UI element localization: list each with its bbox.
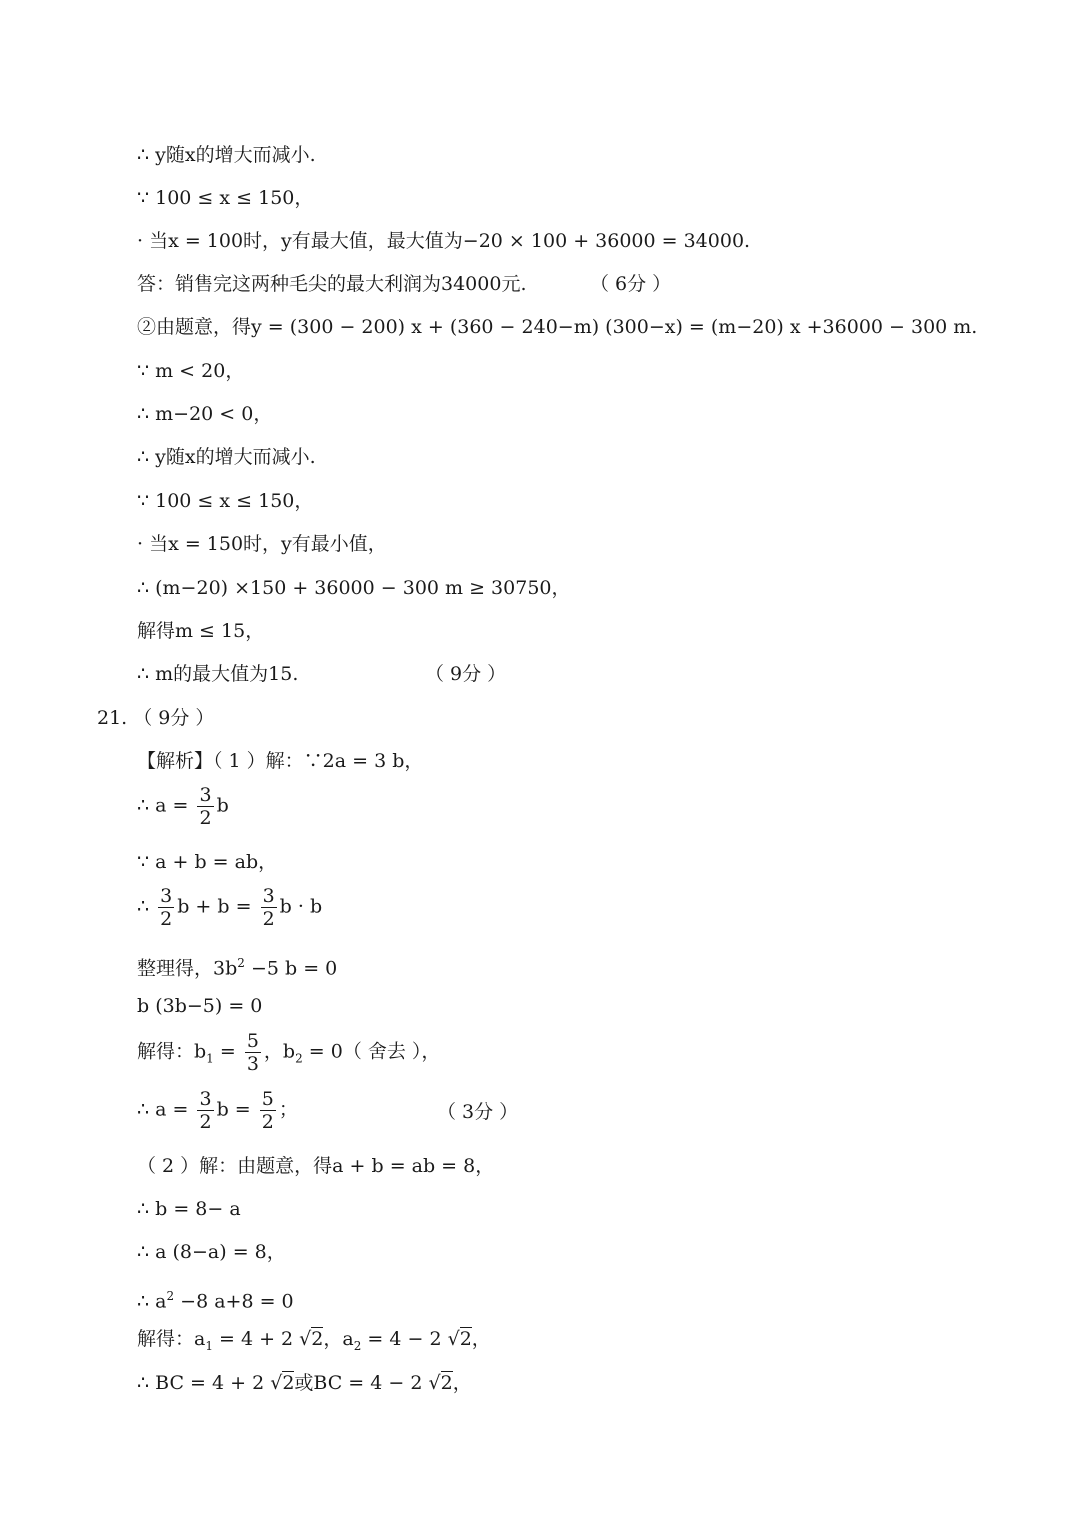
radicand: 2 xyxy=(440,1372,453,1394)
formula-line: ∴ $\frac{3}{2}$ b + b = $\frac{3}{2}$ b · b xyxy=(137,885,323,930)
score-tag: （ 6分 ） xyxy=(590,273,672,295)
fraction: $\frac{3}{2}$ xyxy=(199,1088,212,1133)
fraction: $\frac{3}{2}$ xyxy=(160,885,173,930)
fraction: $\frac{3}{2}$ xyxy=(262,885,275,930)
text-line: ∵ m < 20， xyxy=(137,360,245,382)
text-line: ∴ (m−20) ×150 + 36000 − 300 m ≥ 30750， xyxy=(137,577,571,599)
text-line: ∴ y随x的增大而减小. xyxy=(137,144,316,166)
text-line: ∴ m−20 < 0， xyxy=(137,403,273,425)
score-tag: （ 9分 ） xyxy=(425,663,507,685)
text-line: b (3b−5) = 0 xyxy=(137,995,263,1017)
formula-line: 解得：$a_1 = 4 + 2$ √2，$a_2 = 4 - 2$ √2， xyxy=(137,1328,491,1353)
text-line: ②由题意，得y = (300 − 200) x + (360 − 240−m) (300−x) = (m−20) x +36000 − 300 m. xyxy=(137,316,978,338)
fraction: $\frac{3}{2}$ xyxy=(199,784,212,829)
formula-line: ∴ $a^2 -8$ a+8 = 0 xyxy=(137,1289,294,1313)
text-line: 解得m ≤ 15， xyxy=(137,620,265,642)
fraction: $\frac{5}{3}$ xyxy=(246,1030,259,1075)
formula-line: ∴ a = $\frac{3}{2}$ b = $\frac{5}{2}$ ； xyxy=(137,1088,298,1133)
formula-line: 整理得，$3b^2 -5$ b = 0 xyxy=(137,956,338,980)
fraction: $\frac{5}{2}$ xyxy=(261,1088,274,1133)
text-line: ∴ y随x的增大而减小. xyxy=(137,446,316,468)
radicand: 2 xyxy=(311,1328,324,1350)
score-tag: （ 3分 ） xyxy=(437,1101,519,1123)
radicand: 2 xyxy=(282,1372,295,1394)
formula-line: 解得：$b_1$ = $\frac{5}{3}$ ，$b_2 = 0$（ 舍去 ）， xyxy=(137,1030,441,1075)
question-number: 21. （ 9分 ） xyxy=(97,707,215,729)
formula-line: ∴ BC = 4 + 2 √2或BC = 4 − 2 √2， xyxy=(137,1372,472,1394)
text-line: · 当x = 150时，y有最小值， xyxy=(137,533,387,555)
text-line: ∵ 100 ≤ x ≤ 150， xyxy=(137,490,314,512)
text-line: ∵ a + b = ab， xyxy=(137,851,278,873)
text-line: ∴ b = 8− a xyxy=(137,1198,241,1220)
text-line: ∵ 100 ≤ x ≤ 150， xyxy=(137,187,314,209)
text-line: （ 2 ）解：由题意，得a + b = ab = 8， xyxy=(137,1155,495,1177)
text-line: 答：销售完这两种毛尖的最大利润为34000元. xyxy=(137,273,527,295)
formula-line: ∴ a = $\frac{3}{2}$ b xyxy=(137,784,229,829)
text-line: 【解析】（ 1 ）解：∵2a = 3 b， xyxy=(137,750,424,772)
radicand: 2 xyxy=(459,1328,472,1350)
text-line: ∴ a (8−a) = 8， xyxy=(137,1241,286,1263)
text-line: ∴ m的最大值为15. xyxy=(137,663,299,685)
text-line: · 当x = 100时，y有最大值，最大值为−20 × 100 + 36000 = 34000. xyxy=(137,230,751,252)
